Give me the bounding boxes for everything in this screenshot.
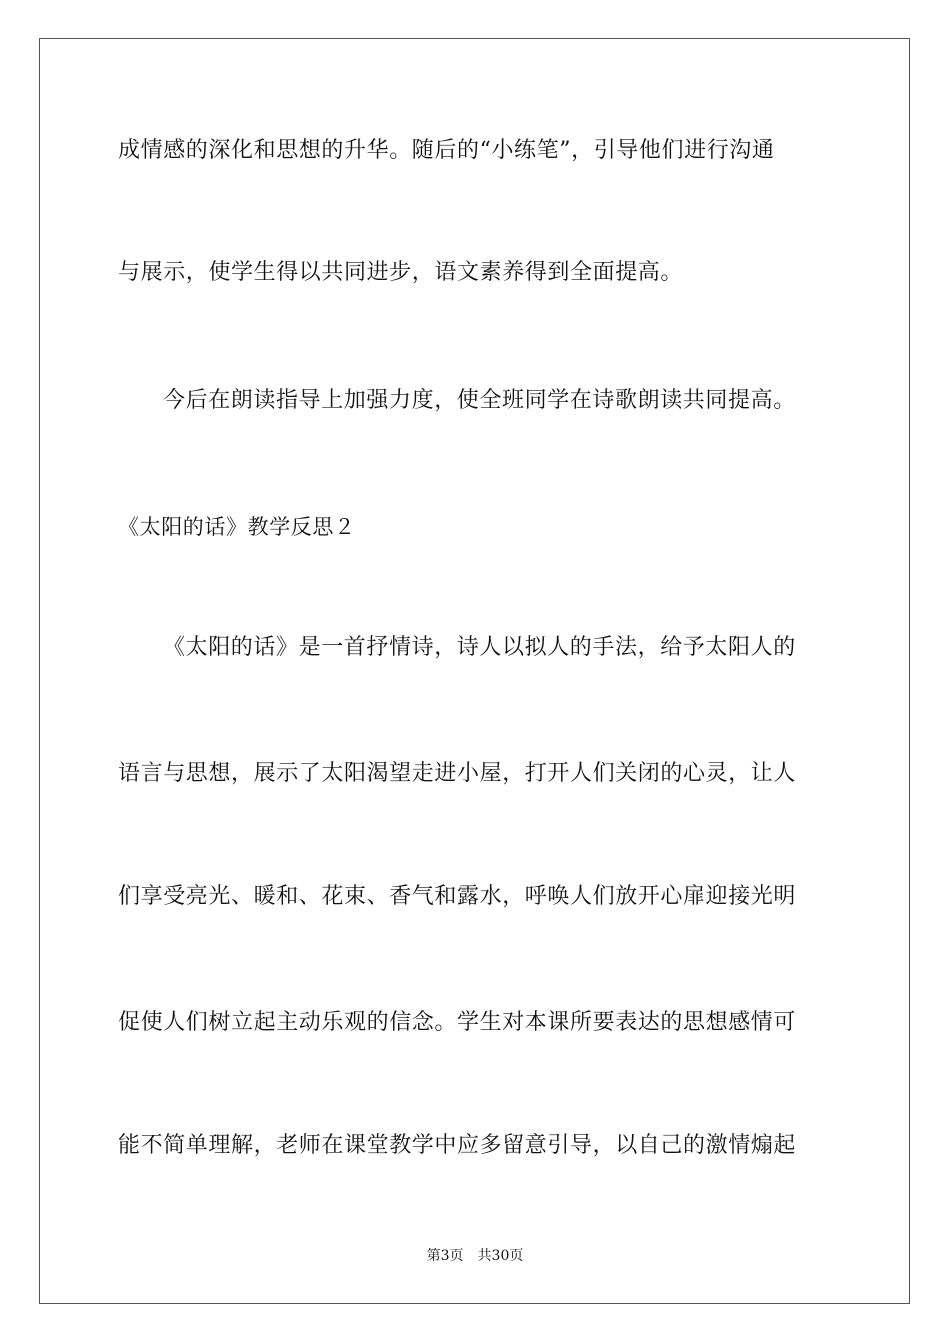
page-frame	[39, 38, 910, 1304]
paragraph-line: 与展示，使学生得以共同进步，语文素养得到全面提高。	[118, 260, 684, 285]
paragraph-line: 能不简单理解，老师在课堂教学中应多留意引导，以自己的激情煽起	[118, 1133, 797, 1158]
paragraph-line: 语言与思想，展示了太阳渴望走进小屋，打开人们关闭的心灵，让人	[118, 761, 797, 786]
page-number: 第3页	[426, 1248, 464, 1264]
paragraph-line: 《太阳的话》是一首抒情诗，诗人以拟人的手法，给予太阳人的	[163, 635, 796, 660]
paragraph-line: 们享受亮光、暖和、花束、香气和露水，呼唤人们放开心扉迎接光明	[118, 884, 797, 909]
paragraph-line: 今后在朗读指导上加强力度，使全班同学在诗歌朗读共同提高。	[163, 388, 796, 413]
paragraph-line: 成情感的深化和思想的升华。随后的“小练笔”，引导他们进行沟通	[118, 138, 775, 163]
paragraph-line: 促使人们树立起主动乐观的信念。学生对本课所要表达的思想感情可	[118, 1010, 797, 1035]
page-footer	[0, 1246, 950, 1266]
page-total: 共30页	[477, 1248, 524, 1264]
section-heading: 《太阳的话》教学反思２	[118, 515, 356, 539]
